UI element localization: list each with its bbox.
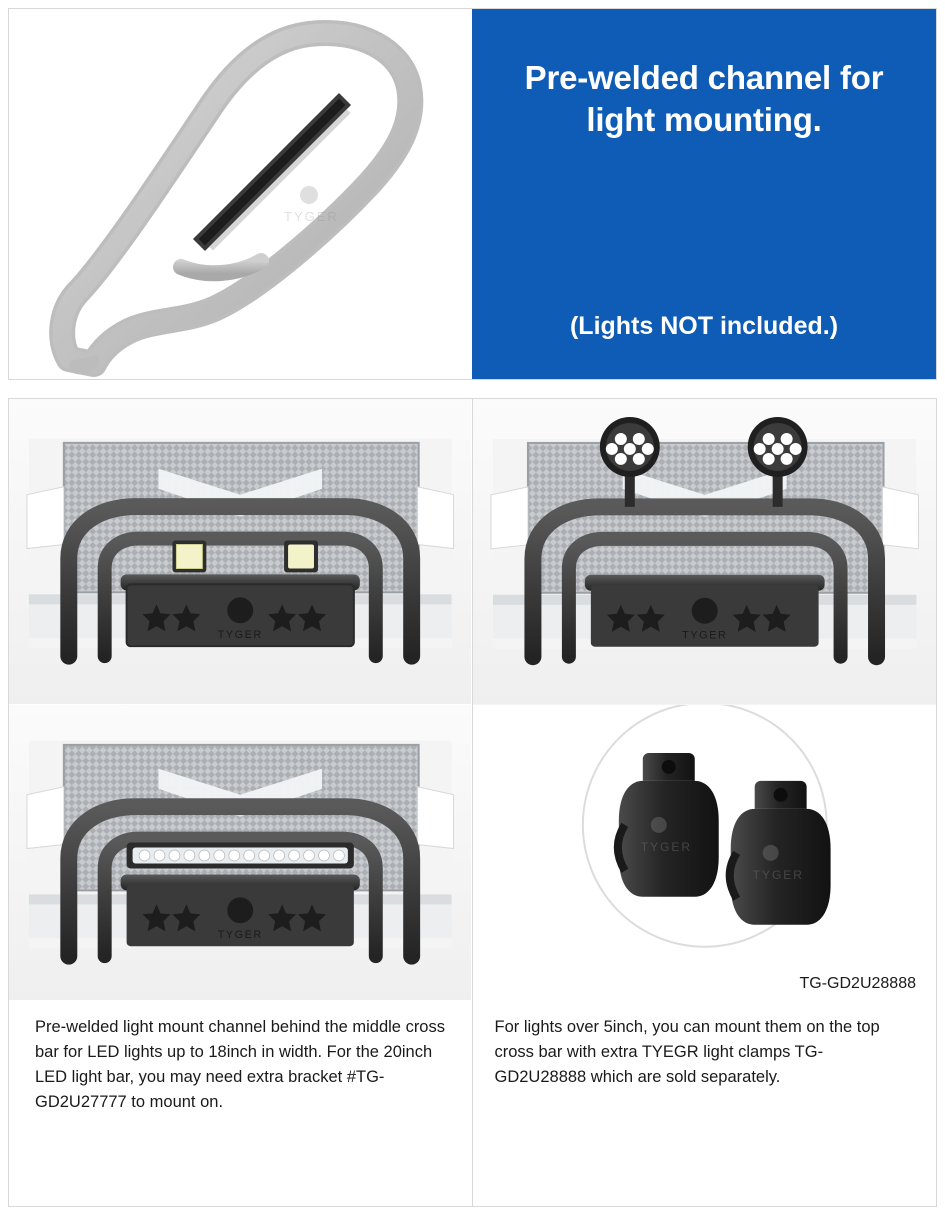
caption-left: Pre-welded light mount channel behind the middle cross bar for LED lights up to 18inch in width. For the 20inch LED light bar, you may need extra bracket #TG-GD2U27777 to mount on.: [35, 1018, 445, 1112]
feature-grid: [8, 398, 937, 1207]
panel-light-bar: [9, 705, 472, 1001]
truck-with-light-bar-image: [9, 705, 471, 1000]
grid-column-right: [473, 399, 937, 1206]
grid-column-left: [9, 399, 473, 1206]
svg-text:TYGER: TYGER: [681, 629, 727, 642]
panel-cube-lights: [9, 399, 472, 705]
svg-text:TYGER: TYGER: [217, 629, 263, 642]
hero-text-cell: [472, 9, 936, 379]
light-clamps-image: [473, 705, 936, 1001]
truck-with-round-lights-image: [473, 399, 936, 705]
banner-subtext: (Lights NOT included.): [569, 312, 839, 340]
banner-headline: Pre-welded channel for light mounting.: [524, 59, 884, 139]
truck-with-cube-lights-image: [9, 399, 471, 704]
svg-text:TYGER: TYGER: [217, 929, 263, 942]
caption-right: For lights over 5inch, you can mount them on the top cross bar with extra TYEGR light clamps TG-GD2U28888 which are sold separately.: [494, 1018, 880, 1087]
svg-text:TYGER: TYGER: [752, 867, 804, 882]
top-banner: [8, 8, 937, 380]
svg-text:TYGER: TYGER: [284, 209, 339, 224]
panel-round-lights: [473, 399, 937, 705]
part-number-label: TG-GD2U28888: [799, 975, 916, 992]
svg-text:TYGER: TYGER: [640, 839, 692, 854]
hero-product-illustration-cell: [9, 9, 472, 379]
panel-light-clamps: [473, 705, 937, 1001]
bull-bar-light-channel-illustration: [9, 9, 472, 379]
